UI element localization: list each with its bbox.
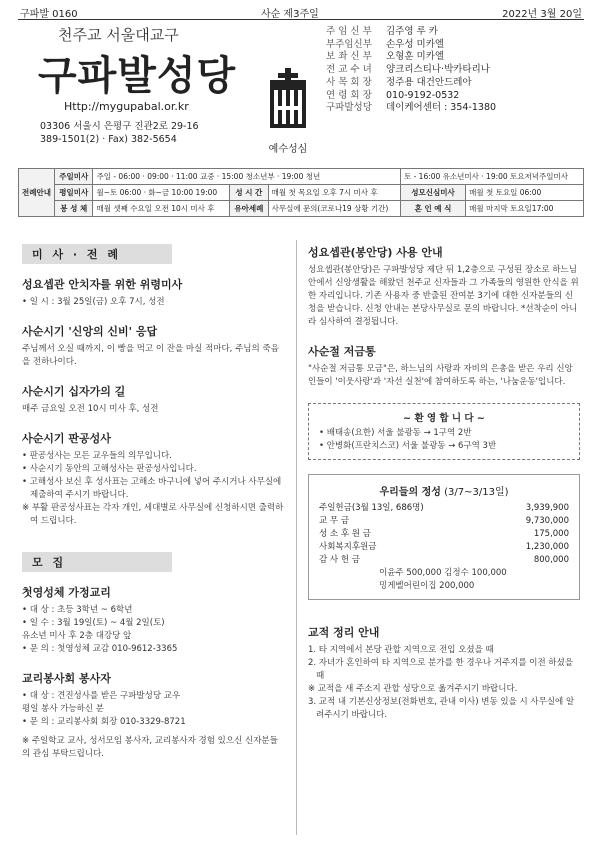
welcome-item: • 안병화(프란치스코) 서울 불광동 → 6구역 3반 [319, 441, 497, 451]
catechist-section [22, 670, 284, 761]
offering-row [319, 554, 569, 567]
staff-value: 오형훈 미카엘 [386, 51, 445, 63]
offering-rows [319, 502, 569, 567]
left-column [22, 244, 284, 761]
right-column [308, 244, 580, 722]
staff-value: 김주영 루 카 [386, 26, 438, 37]
sacred-heart-logo-icon [260, 68, 316, 148]
issue-bar [18, 6, 584, 20]
liturgical-season: 사순 제3주일 [260, 9, 319, 20]
section-header-recruit: 모 집 [22, 552, 172, 572]
communion-label: 봉 성 체 [54, 201, 92, 217]
stations-title: 사순시기 십자가의 길 [22, 385, 126, 398]
staff-row [326, 90, 496, 103]
list-item: 평일 봉사 가능하신 분 [22, 704, 105, 714]
offering-row [319, 515, 569, 528]
offering-note: 밍게벨어린이집 200,000 [379, 581, 475, 591]
wedding-time: 매월 마지막 토요일17:00 [466, 201, 584, 217]
staff-list [326, 26, 496, 115]
offering-row [319, 502, 569, 515]
list-item: • 문 의 : 첫영성체 교감 010-9612-3365 [22, 644, 178, 654]
columbarium-section [308, 244, 580, 329]
mystery-faith-body: 주님께서 오실 때까지, 이 빵을 먹고 이 잔을 마실 적마다, 주님의 죽음을 전하나이다. [22, 344, 279, 367]
offering-label: 성 소 후 원 금 [319, 529, 371, 539]
weekday-mass-times: 월~토 06:00 · 화~금 10:00 19:00 [93, 185, 230, 201]
liturgy-schedule-table [18, 168, 584, 217]
staff-role: 부주임신부 [326, 38, 372, 50]
infant-baptism-info: 사무실에 문의(코로나19 상황 기간) [268, 201, 400, 217]
staff-role: 연 령 회 장 [326, 89, 372, 101]
offering-label: 교 무 금 [319, 516, 350, 526]
welcome-title: ~ 환 영 합 니 다 ~ [403, 413, 485, 424]
list-item: 2. 자녀가 혼인하여 타 지역으로 분가를 한 경우나 거주지를 이전 하셨을 때 [308, 658, 574, 681]
catechist-title: 교리봉사회 봉사자 [22, 672, 111, 685]
weekday-mass-label: 평일미사 [54, 185, 92, 201]
offering-row [319, 541, 569, 554]
issue-number: 구파발 0160 [20, 9, 78, 20]
welcome-box [308, 403, 580, 460]
section-header-mass: 미 사 · 전 례 [22, 244, 172, 264]
registry-title: 교적 정리 안내 [308, 626, 380, 639]
offering-note: 이윤주 500,000 김정수 100,000 [379, 568, 507, 578]
welcome-item: • 배태송(요한) 서울 불광동 → 1구역 2반 [319, 428, 472, 438]
lent-bank-title: 사순절 저금통 [308, 345, 376, 358]
list-item: • 대 상 : 견진성사를 받은 구파발성당 교우 [22, 691, 181, 701]
catechist-note: ※ 주일학교 교사, 성서모임 봉사자, 교리봉사자 경험 있으신 신자분들의 관심 부탁드립니다. [22, 736, 278, 759]
parish-address [40, 120, 199, 146]
offering-amount: 9,730,000 [525, 516, 569, 526]
sunday-mass-times: 주일 - 06:00 · 09:00 · 11:00 교중 · 15:00 청소년부 · 19:00 청년 [93, 169, 400, 185]
staff-value: 데이케어센터 : 354-1380 [386, 102, 497, 114]
marian-mass-label: 성모신심미사 [400, 185, 465, 201]
first-communion-section [22, 584, 284, 656]
staff-value: 정주용 대건안드레아 [386, 76, 472, 88]
staff-role: 사 목 회 장 [326, 76, 372, 88]
infant-baptism-label: 유아세례 [230, 201, 268, 217]
parish-name: 구파발성당 [38, 52, 237, 99]
first-communion-title: 첫영성체 가정교리 [22, 586, 111, 599]
registry-section [308, 624, 580, 722]
memorial-mass-section [22, 276, 284, 309]
staff-row [326, 77, 496, 90]
staff-role: 구파발성당 [326, 102, 372, 114]
offering-label: 사회복지후원금 [319, 542, 377, 552]
list-item: • 사순시기 동안의 고해성사는 판공성사입니다. [22, 464, 197, 474]
logo-caption: 예수성심 [268, 144, 308, 155]
issue-date: 2022년 3월 20일 [502, 9, 582, 20]
wedding-label: 혼 인 예 식 [400, 201, 465, 217]
offering-amount: 800,000 [533, 555, 569, 565]
offering-title: 우리들의 정성 [379, 487, 441, 498]
schedule-side-label: 전례안내 [19, 169, 55, 217]
columbarium-title: 성요셉관(봉안당) 사용 안내 [308, 246, 443, 259]
address-line: 03306 서울시 은평구 진관2로 29-16 [40, 121, 199, 132]
offering-row [319, 528, 569, 541]
saturday-mass-times: 토 - 16:00 유소년미사 · 19:00 토요저녁주일미사 [400, 169, 583, 185]
offering-label: 감 사 헌 금 [319, 555, 360, 565]
list-item: ※ 교적을 새 주소지 관할 성당으로 옮겨주시기 바랍니다. [308, 684, 518, 694]
catechist-list [22, 690, 284, 729]
marian-mass-time: 매월 첫 토요일 06:00 [466, 185, 584, 201]
memorial-mass-body: • 일 시 : 3월 25일(금) 오후 7시, 성전 [22, 297, 165, 307]
offering-amount: 175,000 [533, 529, 569, 539]
memorial-mass-title: 성요셉관 안치자를 위한 위령미사 [22, 278, 183, 291]
staff-role: 전 교 수 녀 [326, 64, 372, 76]
staff-row [326, 51, 496, 64]
staff-row [326, 102, 496, 115]
list-item: • 판공성사는 모든 교우들의 의무입니다. [22, 451, 172, 461]
stations-body: 매주 금요일 오전 10시 미사 후, 성전 [22, 404, 159, 414]
list-item: 3. 교적 내 기본신상정보(전화번호, 관내 이사) 변동 있을 시 사무실에 알려주시기 바랍니다. [308, 697, 575, 720]
diocese-label: 천주교 서울대교구 [58, 26, 179, 44]
list-item: ※ 부활 판공성사표는 각자 개인, 세대별로 사무실에 신청하시면 출력하여 드립니다. [22, 503, 284, 526]
list-item: 1. 타 지역에서 본당 관할 지역으로 전입 오셨을 때 [308, 645, 494, 655]
registry-list [308, 644, 580, 722]
offering-header [319, 483, 569, 498]
confession-list [22, 450, 284, 528]
staff-row [326, 64, 496, 77]
holy-hour-label: 성 시 간 [230, 185, 268, 201]
first-communion-list [22, 604, 284, 656]
staff-value: 010-9192-0532 [386, 89, 460, 101]
communion-time: 매월 셋째 수요일 오전 10시 미사 후 [93, 201, 230, 217]
list-item: 유소년 미사 후 2층 대강당 앞 [22, 631, 132, 641]
staff-role: 보 좌 신 부 [326, 51, 372, 63]
offering-range: (3/7~3/13일) [444, 487, 509, 498]
stations-section [22, 383, 284, 416]
list-item: • 고해성사 보신 후 성사표는 고해소 바구니에 넣어 주시거나 사무실에 제출하여 주시기 바랍니다. [22, 477, 282, 500]
holy-hour-time: 매월 첫 목요일 오후 7시 미사 후 [268, 185, 400, 201]
mystery-faith-title: 사순시기 '신앙의 신비' 응답 [22, 325, 158, 338]
list-item: • 문 의 : 교리봉사회 회장 010-3329-8721 [22, 717, 186, 727]
offering-label: 주일헌금(3월 13일, 686명) [319, 503, 424, 513]
columbarium-body: 성요셉관(봉안당)은 구파발성당 제단 뒤 1,2층으로 구성된 장소로 하느님 안에서 신앙생활을 해왔던 천주교 신자들과 그 가족들의 영원한 안식을 위한 자리입니다. 기존 사용자 중 반출된 잔여분 3기에 대한 신자분들의 신청을 받습니다. 신청 안내는 본당사무실로 문의 바랍니다. *선착순이 아니라 심사하여 결정됩니다. [308, 265, 579, 327]
list-item: • 일 수 : 3월 19일(토) ~ 4월 2일(토) [22, 618, 165, 628]
offering-amount: 1,230,000 [525, 542, 569, 552]
column-divider [296, 240, 297, 835]
sunday-mass-label: 주일미사 [54, 169, 92, 185]
staff-value: 손우성 미카엘 [386, 38, 445, 50]
parish-url[interactable]: Http://mygupabal.or.kr [64, 100, 189, 113]
mystery-faith-section [22, 323, 284, 369]
lent-bank-body: "사순절 저금통 모금"은, 하느님의 사랑과 자비의 은총을 받은 우리 신앙인들이 '이웃사랑'과 '자선 실천'에 참여하도록 하는, '나눔운동'입니다. [308, 364, 573, 387]
lent-bank-section [308, 343, 580, 389]
staff-row [326, 39, 496, 52]
staff-value: 양크리스티나·박카타리나 [386, 64, 490, 76]
offering-box [308, 474, 580, 600]
confession-section [22, 430, 284, 528]
staff-row [326, 26, 496, 39]
staff-role: 주 임 신 부 [326, 26, 372, 37]
phone-line: 389-1501(2) · Fax) 382-5654 [40, 134, 177, 145]
offering-amount: 3,939,900 [525, 503, 569, 513]
confession-title: 사순시기 판공성사 [22, 432, 111, 445]
list-item: • 대 상 : 초등 3학년 ~ 6학년 [22, 605, 133, 615]
